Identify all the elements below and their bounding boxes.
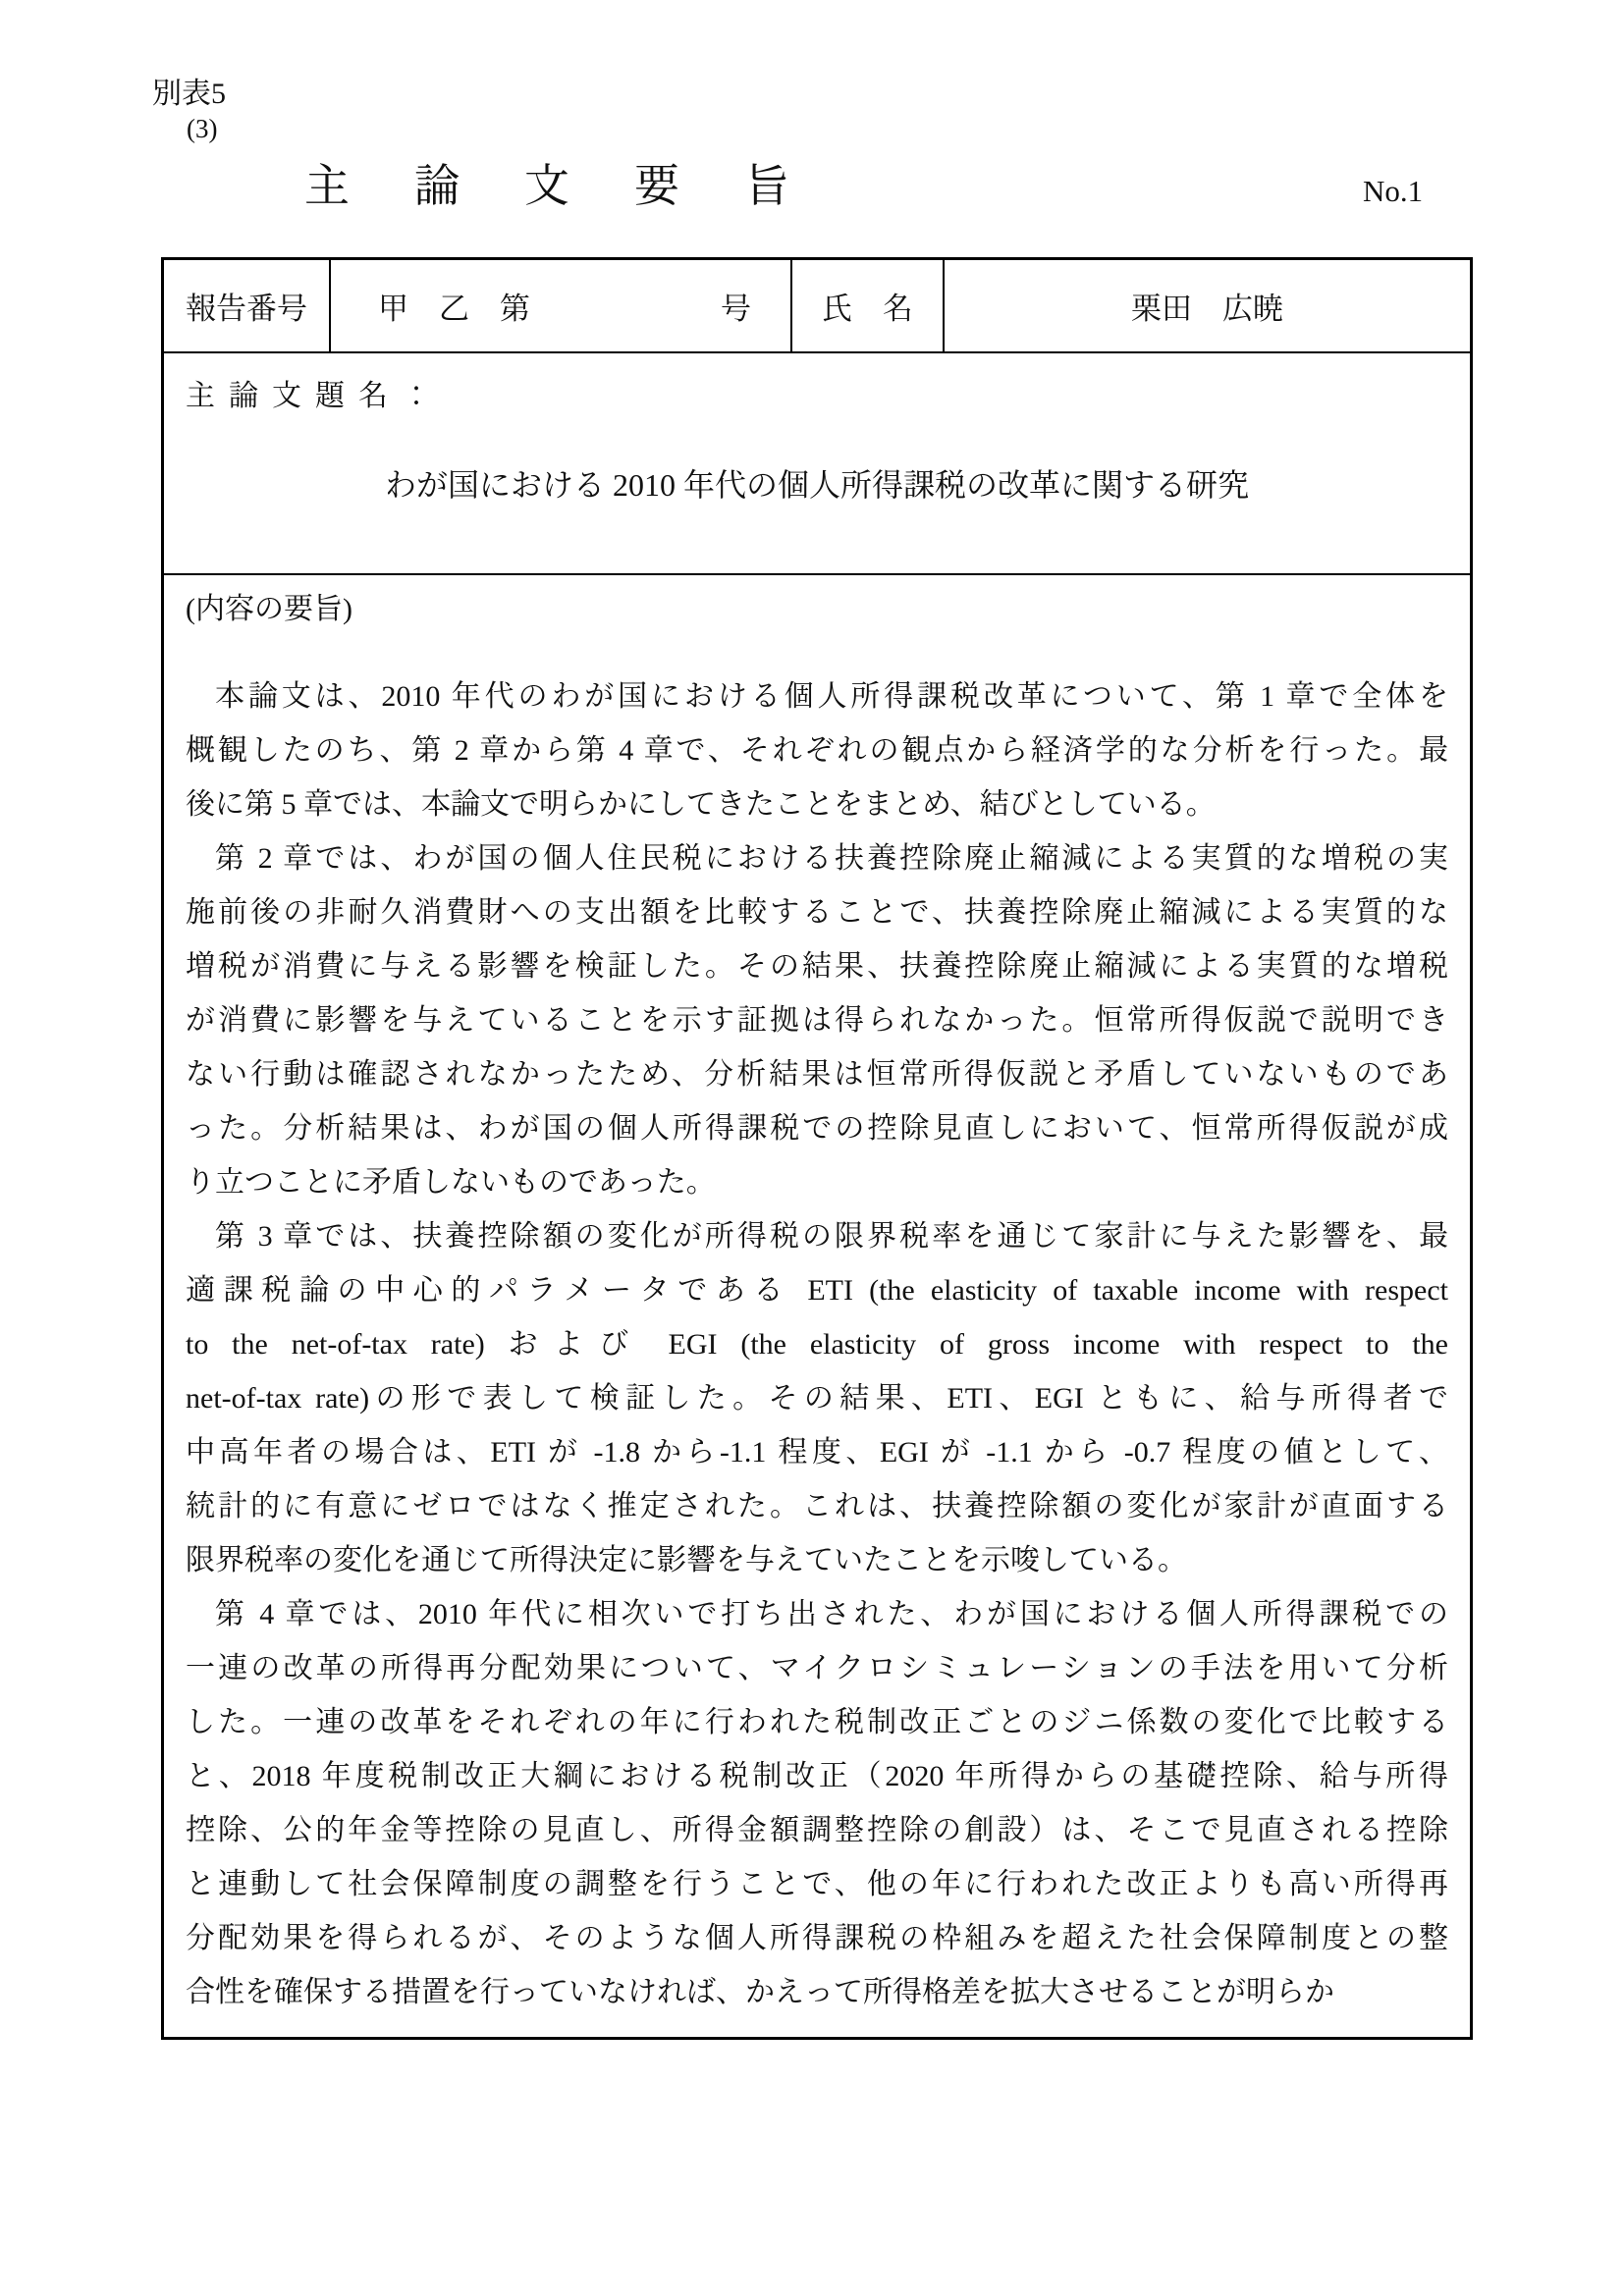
thesis-title-row <box>164 353 1470 575</box>
abstract-line: 合性を確保する措置を行っていなければ、かえって所得格差を拡大させることが明らか <box>186 1976 1334 2008</box>
abstract-line: り立つことに矛盾しないものであった。 <box>186 1166 716 1199</box>
report-number-prefix: 甲 乙 第 <box>378 292 530 326</box>
abstract-line: が消費に影響を与えていることを示す証拠は得られなかった。恒常所得仮説で説明でき <box>186 1004 1448 1037</box>
abstract-body <box>186 669 1448 2019</box>
abstract-row <box>164 575 1470 2037</box>
abstract-label: (内容の要旨) <box>186 593 352 625</box>
abstract-line: 第 3 章では、扶養控除額の変化が所得税の限界税率を通じて家計に与えた影響を、最 <box>215 1220 1448 1253</box>
abstract-line: 統計的に有意にゼロではなく推定された。これは、扶養控除額の変化が家計が直面する <box>186 1490 1448 1522</box>
abstract-line: 概観したのち、第 2 章から第 4 章で、それぞれの観点から経済学的な分析を行った。最 <box>186 734 1448 767</box>
form-label: 別表5 <box>152 78 226 110</box>
thesis-title: わが国における 2010 年代の個人所得課税の改革に関する研究 <box>384 467 1249 503</box>
abstract-line: 控除、公的年金等控除の見直し、所得金額調整控除の創設）は、そこで見直される控除 <box>186 1814 1448 1846</box>
thesis-summary-table <box>161 257 1473 2040</box>
report-header-row <box>164 260 1470 353</box>
abstract-line: 分配効果を得られるが、そのような個人所得課税の枠組みを超えた社会保障制度との整 <box>186 1922 1448 1954</box>
abstract-line: ない行動は確認されなかったため、分析結果は恒常所得仮説と矛盾していないものであ <box>186 1058 1448 1091</box>
abstract-line: 施前後の非耐久消費財への支出額を比較することで、扶養控除廃止縮減による実質的な <box>186 896 1448 929</box>
report-number-label: 報告番号 <box>164 260 331 351</box>
abstract-line: 中高年者の場合は、ETI が -1.8 から-1.1 程度、EGI が -1.1 から -0.7 程度の値として、 <box>186 1436 1448 1468</box>
abstract-line: と、2018 年度税制改正大綱における税制改正（2020 年所得からの基礎控除、給与所得 <box>186 1760 1448 1792</box>
abstract-line: と連動して社会保障制度の調整を行うことで、他の年に行われた改正よりも高い所得再 <box>186 1868 1448 1900</box>
abstract-line: 限界税率の変化を通じて所得決定に影響を与えていたことを示唆している。 <box>186 1544 1187 1576</box>
abstract-line: した。一連の改革をそれぞれの年に行われた税制改正ごとのジニ係数の変化で比較する <box>186 1706 1448 1738</box>
abstract-line: 後に第 5 章では、本論文で明らかにしてきたことをまとめ、結びとしている。 <box>186 788 1216 821</box>
form-sub-label: (3) <box>187 114 218 143</box>
abstract-line: to the net-of-tax rate) および EGI (the elasticity of gross income with respect to the <box>186 1328 1448 1361</box>
abstract-line: 一連の改革の所得再分配効果について、マイクロシミュレーションの手法を用いて分析 <box>186 1652 1448 1684</box>
abstract-line: 増税が消費に与える影響を検証した。その結果、扶養控除廃止縮減による実質的な増税 <box>186 950 1448 983</box>
abstract-line: net-of-tax rate)の形で表して検証した。その結果、ETI、EGI ともに、給与所得者で <box>186 1382 1448 1415</box>
abstract-line: った。分析結果は、わが国の個人所得課税での控除見直しにおいて、恒常所得仮説が成 <box>186 1112 1448 1145</box>
name-value: 栗田 広暁 <box>1131 292 1283 326</box>
thesis-title-label: 主論文題名： <box>186 380 445 412</box>
abstract-line: 本論文は、2010 年代のわが国における個人所得課税改革について、第 1 章で全体を <box>215 680 1448 713</box>
abstract-line: 適課税論の中心的パラメータである ETI (the elasticity of taxable income with respect <box>186 1274 1448 1307</box>
report-number-value <box>331 260 792 351</box>
abstract-line: 第 2 章では、わが国の個人住民税における扶養控除廃止縮減による実質的な増税の実 <box>215 842 1448 875</box>
report-number-suffix: 号 <box>721 292 751 326</box>
name-label: 氏 名 <box>792 260 945 351</box>
abstract-line: 第 4 章では、2010 年代に相次いで打ち出された、わが国における個人所得課税での <box>215 1598 1448 1630</box>
page-number: No.1 <box>1363 174 1424 208</box>
page-title: 主論文要旨 <box>304 161 854 211</box>
